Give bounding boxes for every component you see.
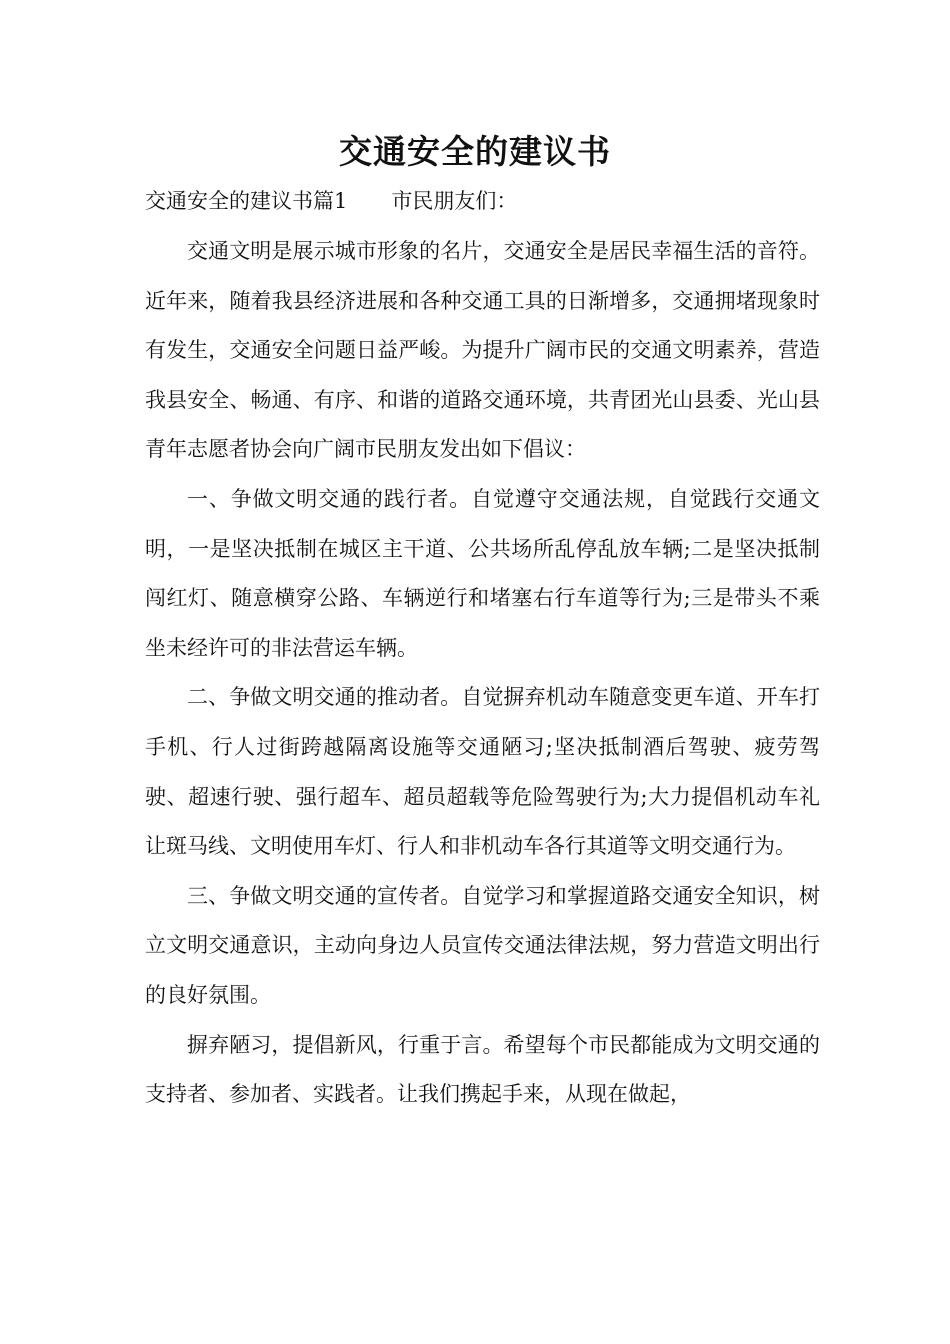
greeting: 市民朋友们： <box>391 189 518 213</box>
document-title: 交通安全的建议书 <box>339 132 611 171</box>
document-body <box>145 227 820 1120</box>
subtitle: 交通安全的建议书篇1 <box>145 189 348 213</box>
paragraph-item-1: 一、争做文明交通的践行者。自觉遵守交通法规，自觉践行交通文明，一是坚决抵制在城区主干道、公共场所乱停乱放车辆;二是坚决抵制闯红灯、随意横穿公路、车辆逆行和堵塞右行车道等行为;三是带头不乘坐未经许可的非法营运车辆。 <box>145 486 820 660</box>
paragraph-intro: 交通文明是展示城市形象的名片，交通安全是居民幸福生活的音符。近年来，随着我县经济进展和各种交通工具的日渐增多，交通拥堵现象时有发生，交通安全问题日益严峻。为提升广阔市民的交通文明素养，营造我县安全、畅通、有序、和谐的道路交通环境，共青团光山县委、光山县青年志愿者协会向广阔市民朋友发出如下倡议： <box>145 239 820 462</box>
paragraph-item-2: 二、争做文明交通的推动者。自觉摒弃机动车随意变更车道、开车打手机、行人过街跨越隔离设施等交通陋习;坚决抵制酒后驾驶、疲劳驾驶、超速行驶、强行超车、超员超载等危险驾驶行为;大力提倡机动车礼让斑马线、文明使用车灯、行人和非机动车各行其道等文明交通行为。 <box>145 685 820 859</box>
paragraph-item-3: 三、争做文明交通的宣传者。自觉学习和掌握道路交通安全知识，树立文明交通意识，主动向身边人员宣传交通法律法规，努力营造文明出行的良好氛围。 <box>145 883 820 1007</box>
paragraph-closing: 摒弃陋习，提倡新风，行重于言。希望每个市民都能成为文明交通的支持者、参加者、实践者。让我们携起手来，从现在做起， <box>145 1032 820 1107</box>
subtitle-line <box>145 183 825 219</box>
